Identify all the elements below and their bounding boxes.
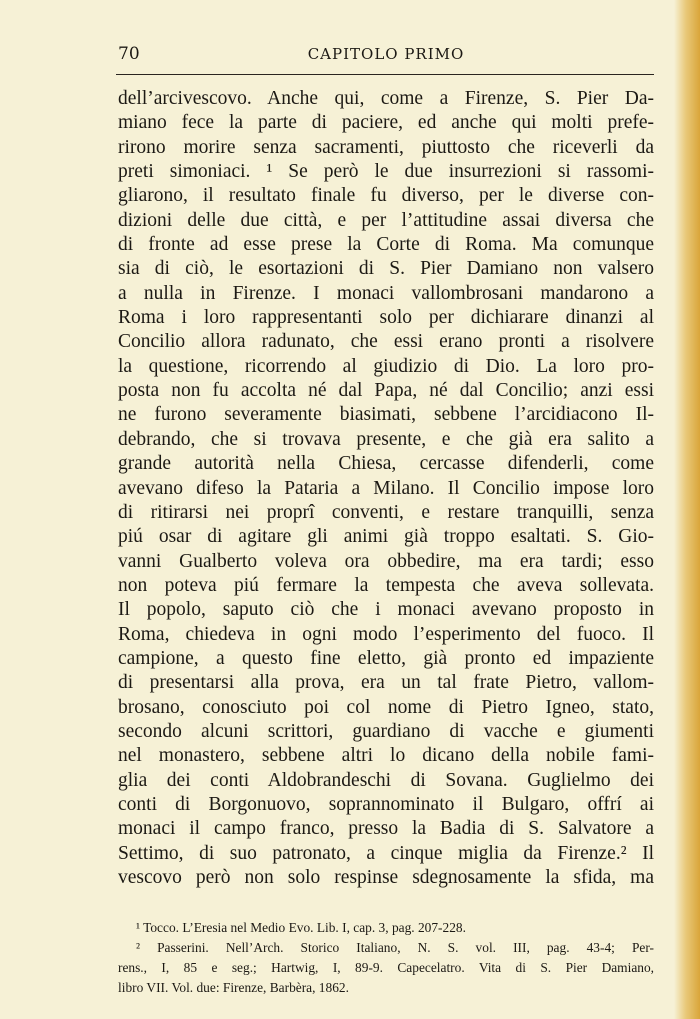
text-line: di fronte ad esse prese la Corte di Roma. Ma comunque bbox=[118, 234, 654, 256]
text-line: posta non fu accolta né dal Papa, né dal Concilio; anzi essi bbox=[118, 380, 654, 402]
text-line: di ritirarsi nei proprî conventi, e restare tranquilli, senza bbox=[118, 501, 654, 523]
footnotes bbox=[118, 918, 654, 998]
running-head: CAPITOLO PRIMO bbox=[307, 45, 465, 63]
text-line: miano fece la parte di paciere, ed anche qui molti prefe- bbox=[118, 112, 654, 134]
body-text bbox=[118, 87, 654, 890]
page-edge-shadow bbox=[674, 0, 700, 1019]
text-line: avevano difeso la Pataria a Milano. Il Concilio impose loro bbox=[118, 477, 654, 499]
text-line: conti di Borgonuovo, soprannominato il Bulgaro, offrí ai bbox=[118, 793, 654, 815]
text-line: gliarono, il resultato finale fu diverso, per le diverse con- bbox=[118, 185, 654, 207]
text-line: sia di ciò, le esortazioni di S. Pier Damiano non valsero bbox=[118, 258, 654, 280]
text-line: debrando, che si trovava presente, e che già era salito a bbox=[118, 428, 654, 450]
header-rule bbox=[116, 74, 654, 75]
text-line: monaci il campo franco, presso la Badia di S. Salvatore a bbox=[118, 818, 654, 840]
text-line: rirono morire senza sacramenti, piuttosto che riceverli da bbox=[118, 136, 654, 158]
page-number: 70 bbox=[118, 44, 140, 64]
text-line: di presentarsi alla prova, era un tal frate Pietro, vallom- bbox=[118, 672, 654, 694]
text-line: dizioni delle due città, e per l’attitudine assai diversa che bbox=[118, 209, 654, 231]
text-line: brosano, conosciuto poi col nome di Pietro Igneo, stato, bbox=[118, 696, 654, 718]
text-line: Roma, chiedeva in ogni modo l’esperimento del fuoco. Il bbox=[118, 623, 654, 645]
text-line: preti simoniaci. ¹ Se però le due insurrezioni si rassomi- bbox=[118, 161, 654, 183]
text-line: vescovo però non solo respinse sdegnosamente la sfida, ma bbox=[118, 867, 654, 888]
text-line: non poteva piú fermare la tempesta che aveva sollevata. bbox=[118, 574, 654, 596]
footnote-1: ¹ Tocco. L’Eresia nel Medio Evo. Lib. I, cap. 3, pag. 207-228. bbox=[136, 920, 466, 935]
text-line: la questione, ricorrendo al giudizio di Dio. La loro pro- bbox=[118, 355, 654, 377]
text-line: nel monastero, sebbene altri lo dicano della nobile fami- bbox=[118, 745, 654, 767]
text-line: grande autorità nella Chiesa, cercasse difenderli, come bbox=[118, 453, 654, 475]
text-line: Settimo, di suo patronato, a cinque miglia da Firenze.² Il bbox=[118, 842, 654, 864]
text-line: vanni Gualberto voleva ora obbedire, ma era tardi; esso bbox=[118, 550, 654, 572]
footnote-2: ² Passerini. Nell’Arch. Storico Italiano, N. S. vol. III, pag. 43-4; Per- bbox=[136, 940, 654, 955]
text-line: secondo alcuni scrittori, guardiano di vacche e giumenti bbox=[118, 720, 654, 742]
page-header bbox=[118, 44, 654, 68]
text-line: a nulla in Firenze. I monaci vallombrosani mandarono a bbox=[118, 282, 654, 304]
footnote-2-continued: rens., I, 85 e seg.; Hartwig, I, 89-9. Capecelatro. Vita di S. Pier Damiano, bbox=[118, 960, 654, 975]
text-line: ne furono severamente biasimati, sebbene l’arcidiacono Il- bbox=[118, 404, 654, 426]
text-line: piú osar di agitare gli animi già troppo esaltati. S. Gio- bbox=[118, 526, 654, 548]
footnote-2-end: libro VII. Vol. due: Firenze, Barbèra, 1862. bbox=[118, 980, 349, 995]
text-line: Concilio allora radunato, che essi erano pronti a risolvere bbox=[118, 331, 654, 353]
text-line: glia dei conti Aldobrandeschi di Sovana. Guglielmo dei bbox=[118, 769, 654, 791]
text-line: Roma i loro rappresentanti solo per dichiarare dinanzi al bbox=[118, 307, 654, 329]
text-line: campione, a questo fine eletto, già pronto ed impaziente bbox=[118, 647, 654, 669]
text-line: Il popolo, saputo ciò che i monaci avevano proposto in bbox=[118, 599, 654, 621]
text-line: dell’arcivescovo. Anche qui, come a Firenze, S. Pier Da- bbox=[118, 88, 654, 109]
